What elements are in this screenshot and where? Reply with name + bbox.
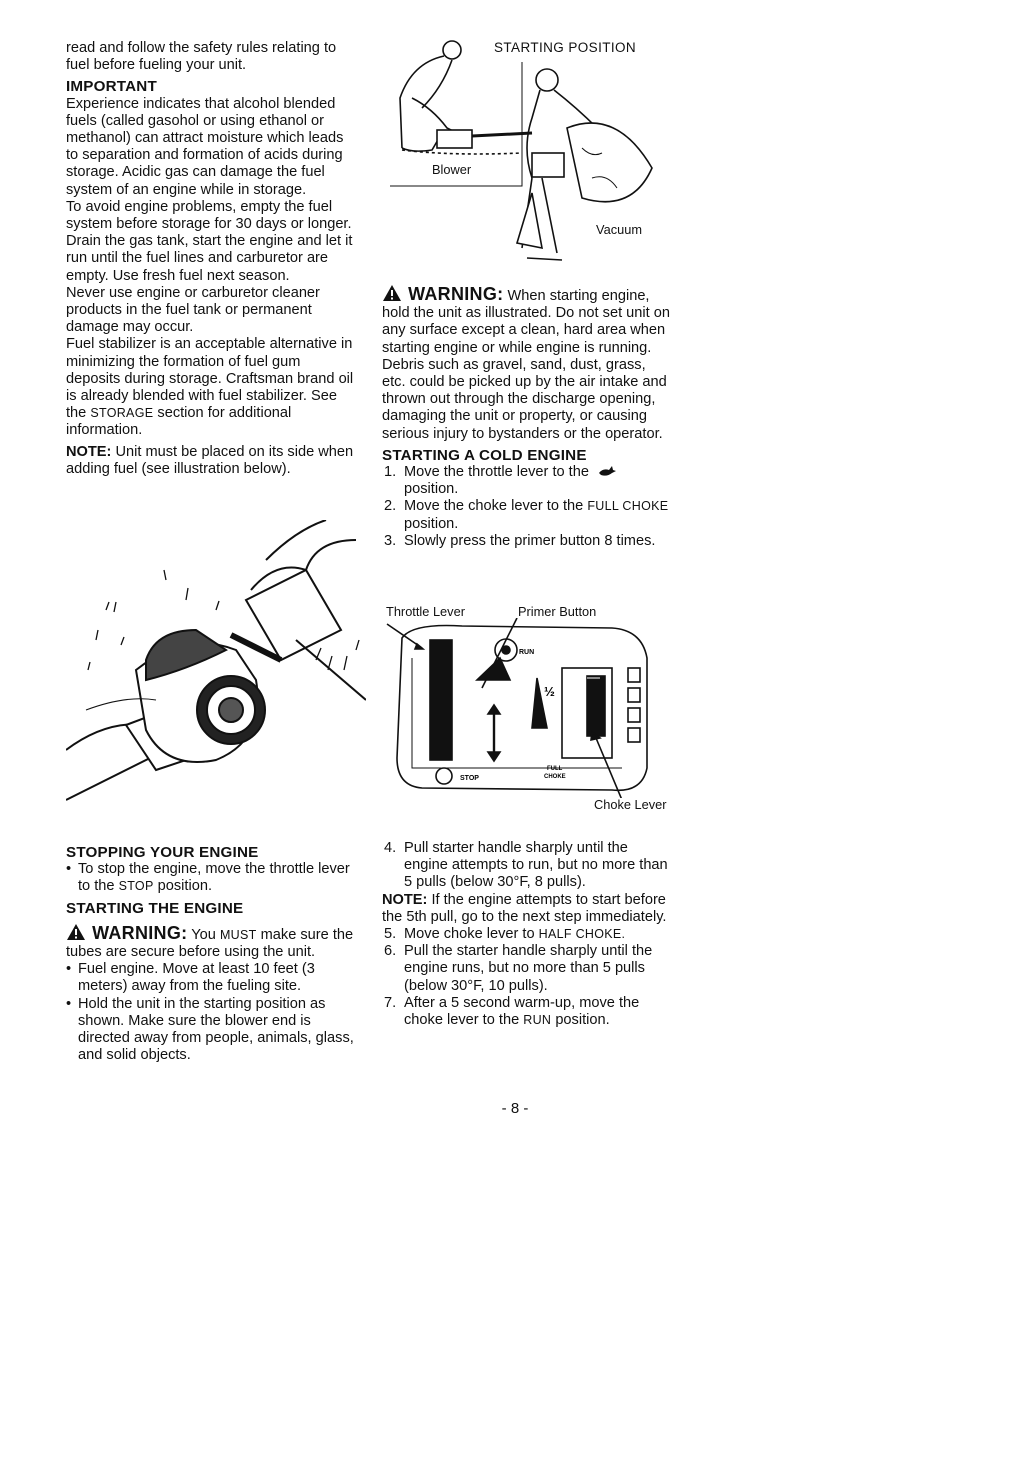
list-item bbox=[382, 840, 672, 892]
stopping-text-a: To stop the engine, move the throttle lever to the bbox=[78, 861, 350, 895]
note-text: If the engine attempts to start before the 5th pull, go to the next step immediately. bbox=[382, 891, 667, 925]
step-number: 6. bbox=[384, 943, 397, 960]
stop-word: STOP bbox=[118, 879, 154, 894]
step-text: Pull the starter handle sharply until the engine runs, but no more than 5 pulls (below 30°F, 10 pulls). bbox=[404, 943, 653, 994]
stabilizer-text bbox=[66, 336, 356, 439]
starting-heading: STARTING THE ENGINE bbox=[66, 899, 244, 917]
right-warning-paragraph bbox=[382, 284, 672, 443]
list-item bbox=[382, 943, 672, 995]
steps-final bbox=[382, 926, 672, 1029]
step-text: After a 5 second warm-up, move the choke lever to the bbox=[404, 994, 640, 1029]
warning-paragraph bbox=[66, 923, 356, 961]
blower-label: Blower bbox=[432, 162, 472, 177]
step-text: Move the throttle lever to the bbox=[404, 464, 589, 481]
vacuum-label: Vacuum bbox=[596, 222, 642, 237]
never-text: Never use engine or carburetor cleaner products in the fuel tank or permanent damage may occur. bbox=[66, 284, 320, 336]
right-warning-text: When starting engine, hold the unit as illustrated. Do not set unit on any surface except a clean, hard area when starting engine or while engine is running. Debris such as gravel, sand, dust, grass, etc. could be picked up by the air intake and thrown out through the discharge opening, damaging the unit or property, or causing serious injury to bystanders or the operator. bbox=[382, 288, 670, 442]
stabilizer-text-b: section for additional information. bbox=[66, 405, 292, 439]
step-text: Pull starter handle sharply until the engine attempts to run, but no more than 5 pulls (below 30°F, 8 pulls). bbox=[404, 840, 668, 891]
panel-stop-text: STOP bbox=[460, 775, 479, 782]
rabbit-fast-icon bbox=[597, 464, 617, 478]
fueling-illustration bbox=[66, 520, 366, 820]
note-paragraph bbox=[66, 444, 356, 478]
warning-text-a: You bbox=[191, 926, 216, 943]
cold-engine-steps bbox=[382, 464, 672, 550]
run-word: RUN bbox=[523, 1013, 552, 1028]
important-heading: IMPORTANT bbox=[66, 78, 157, 96]
panel-full-text: FULL bbox=[547, 766, 563, 772]
step-number: 7. bbox=[384, 994, 397, 1011]
step-text: Move choke lever to bbox=[404, 926, 535, 943]
warning-triangle-icon bbox=[382, 284, 402, 302]
note-paragraph-right bbox=[382, 892, 672, 926]
list-item bbox=[382, 926, 672, 943]
panel-choke-text: CHOKE bbox=[544, 774, 566, 780]
choke-lever-label: Choke Lever bbox=[594, 797, 667, 812]
step-number: 4. bbox=[384, 840, 397, 856]
steps-continued bbox=[382, 840, 672, 892]
note-text: Unit must be placed on its side when adding fuel (see illustration below). bbox=[66, 443, 354, 477]
stopping-heading: STOPPING YOUR ENGINE bbox=[66, 844, 259, 861]
bullet-fuel-engine: • Fuel engine. Move at least 10 feet (3 meters) away from the fueling site. bbox=[66, 961, 356, 995]
step-text: Slowly press the primer button 8 times. bbox=[404, 532, 656, 549]
page-number: - 8 - bbox=[501, 1100, 529, 1117]
half-choke-word: HALF CHOKE. bbox=[538, 927, 626, 942]
left-column-top bbox=[66, 40, 356, 478]
stopping-bullet bbox=[66, 861, 356, 895]
cold-engine-heading: STARTING A COLD ENGINE bbox=[382, 446, 587, 464]
starting-position-illustration bbox=[382, 38, 672, 278]
right-column-bottom bbox=[382, 840, 672, 1029]
throttle-lever-label: Throttle Lever bbox=[386, 604, 465, 619]
note-label: NOTE: bbox=[382, 891, 428, 908]
step-text-b: position. bbox=[555, 1012, 610, 1029]
warning-text-b: make sure the tubes are secure before using the unit. bbox=[66, 926, 354, 961]
control-panel-illustration bbox=[382, 618, 672, 798]
step-number: 3. bbox=[384, 532, 397, 549]
storage-word: STORAGE bbox=[90, 406, 154, 421]
avoid-text: To avoid engine problems, empty the fuel system before storage for 30 days or longer. Drain the gas tank, start the engine and let it run until the fuel lines and carburetor are empty. Use fresh fuel next season. bbox=[66, 198, 353, 284]
panel-run-text: RUN bbox=[519, 649, 535, 656]
warning-triangle-icon bbox=[66, 923, 86, 941]
left-column-bottom bbox=[66, 840, 356, 1064]
full-choke-word: FULL CHOKE bbox=[587, 499, 669, 514]
warning-word: WARNING: bbox=[408, 284, 504, 304]
right-column-top bbox=[382, 284, 672, 550]
step-text-b: position. bbox=[404, 481, 459, 498]
step-number: 5. bbox=[384, 926, 397, 943]
intro-text: read and follow the safety rules relating to fuel before fueling your unit. bbox=[66, 40, 337, 74]
list-item bbox=[382, 533, 672, 550]
stopping-text-b: position. bbox=[157, 878, 213, 895]
list-item bbox=[382, 995, 672, 1029]
bullet-hold-unit: • Hold the unit in the starting position as shown. Make sure the blower end is directed away from people, animals, glass, and solid objects. bbox=[66, 996, 356, 1065]
step-number: 1. bbox=[384, 464, 397, 481]
starting-position-title: STARTING POSITION bbox=[494, 40, 637, 55]
primer-button-label: Primer Button bbox=[518, 604, 597, 619]
list-item bbox=[382, 498, 672, 532]
step-text: Move the choke lever to the bbox=[404, 498, 584, 515]
panel-half-text: ½ bbox=[544, 684, 555, 699]
list-item bbox=[382, 464, 672, 498]
step-text-b: position. bbox=[404, 515, 459, 532]
warning-word: WARNING: bbox=[92, 922, 188, 943]
note-label: NOTE: bbox=[66, 443, 112, 460]
step-number: 2. bbox=[384, 498, 397, 515]
important-text: Experience indicates that alcohol blended fuels (called gasohol or using ethanol or methanol) can attract moisture which leads to separation and formation of acids during storage. Acidic gas can damage the fuel system of an engine while in storage. bbox=[66, 95, 344, 198]
stabilizer-text-a: Fuel stabilizer is an acceptable alternative in minimizing the formation of fuel gum deposits during storage. Craftsman brand oil is already blended with fuel stabilizer. See the bbox=[66, 336, 354, 422]
must-word: MUST bbox=[219, 927, 257, 942]
